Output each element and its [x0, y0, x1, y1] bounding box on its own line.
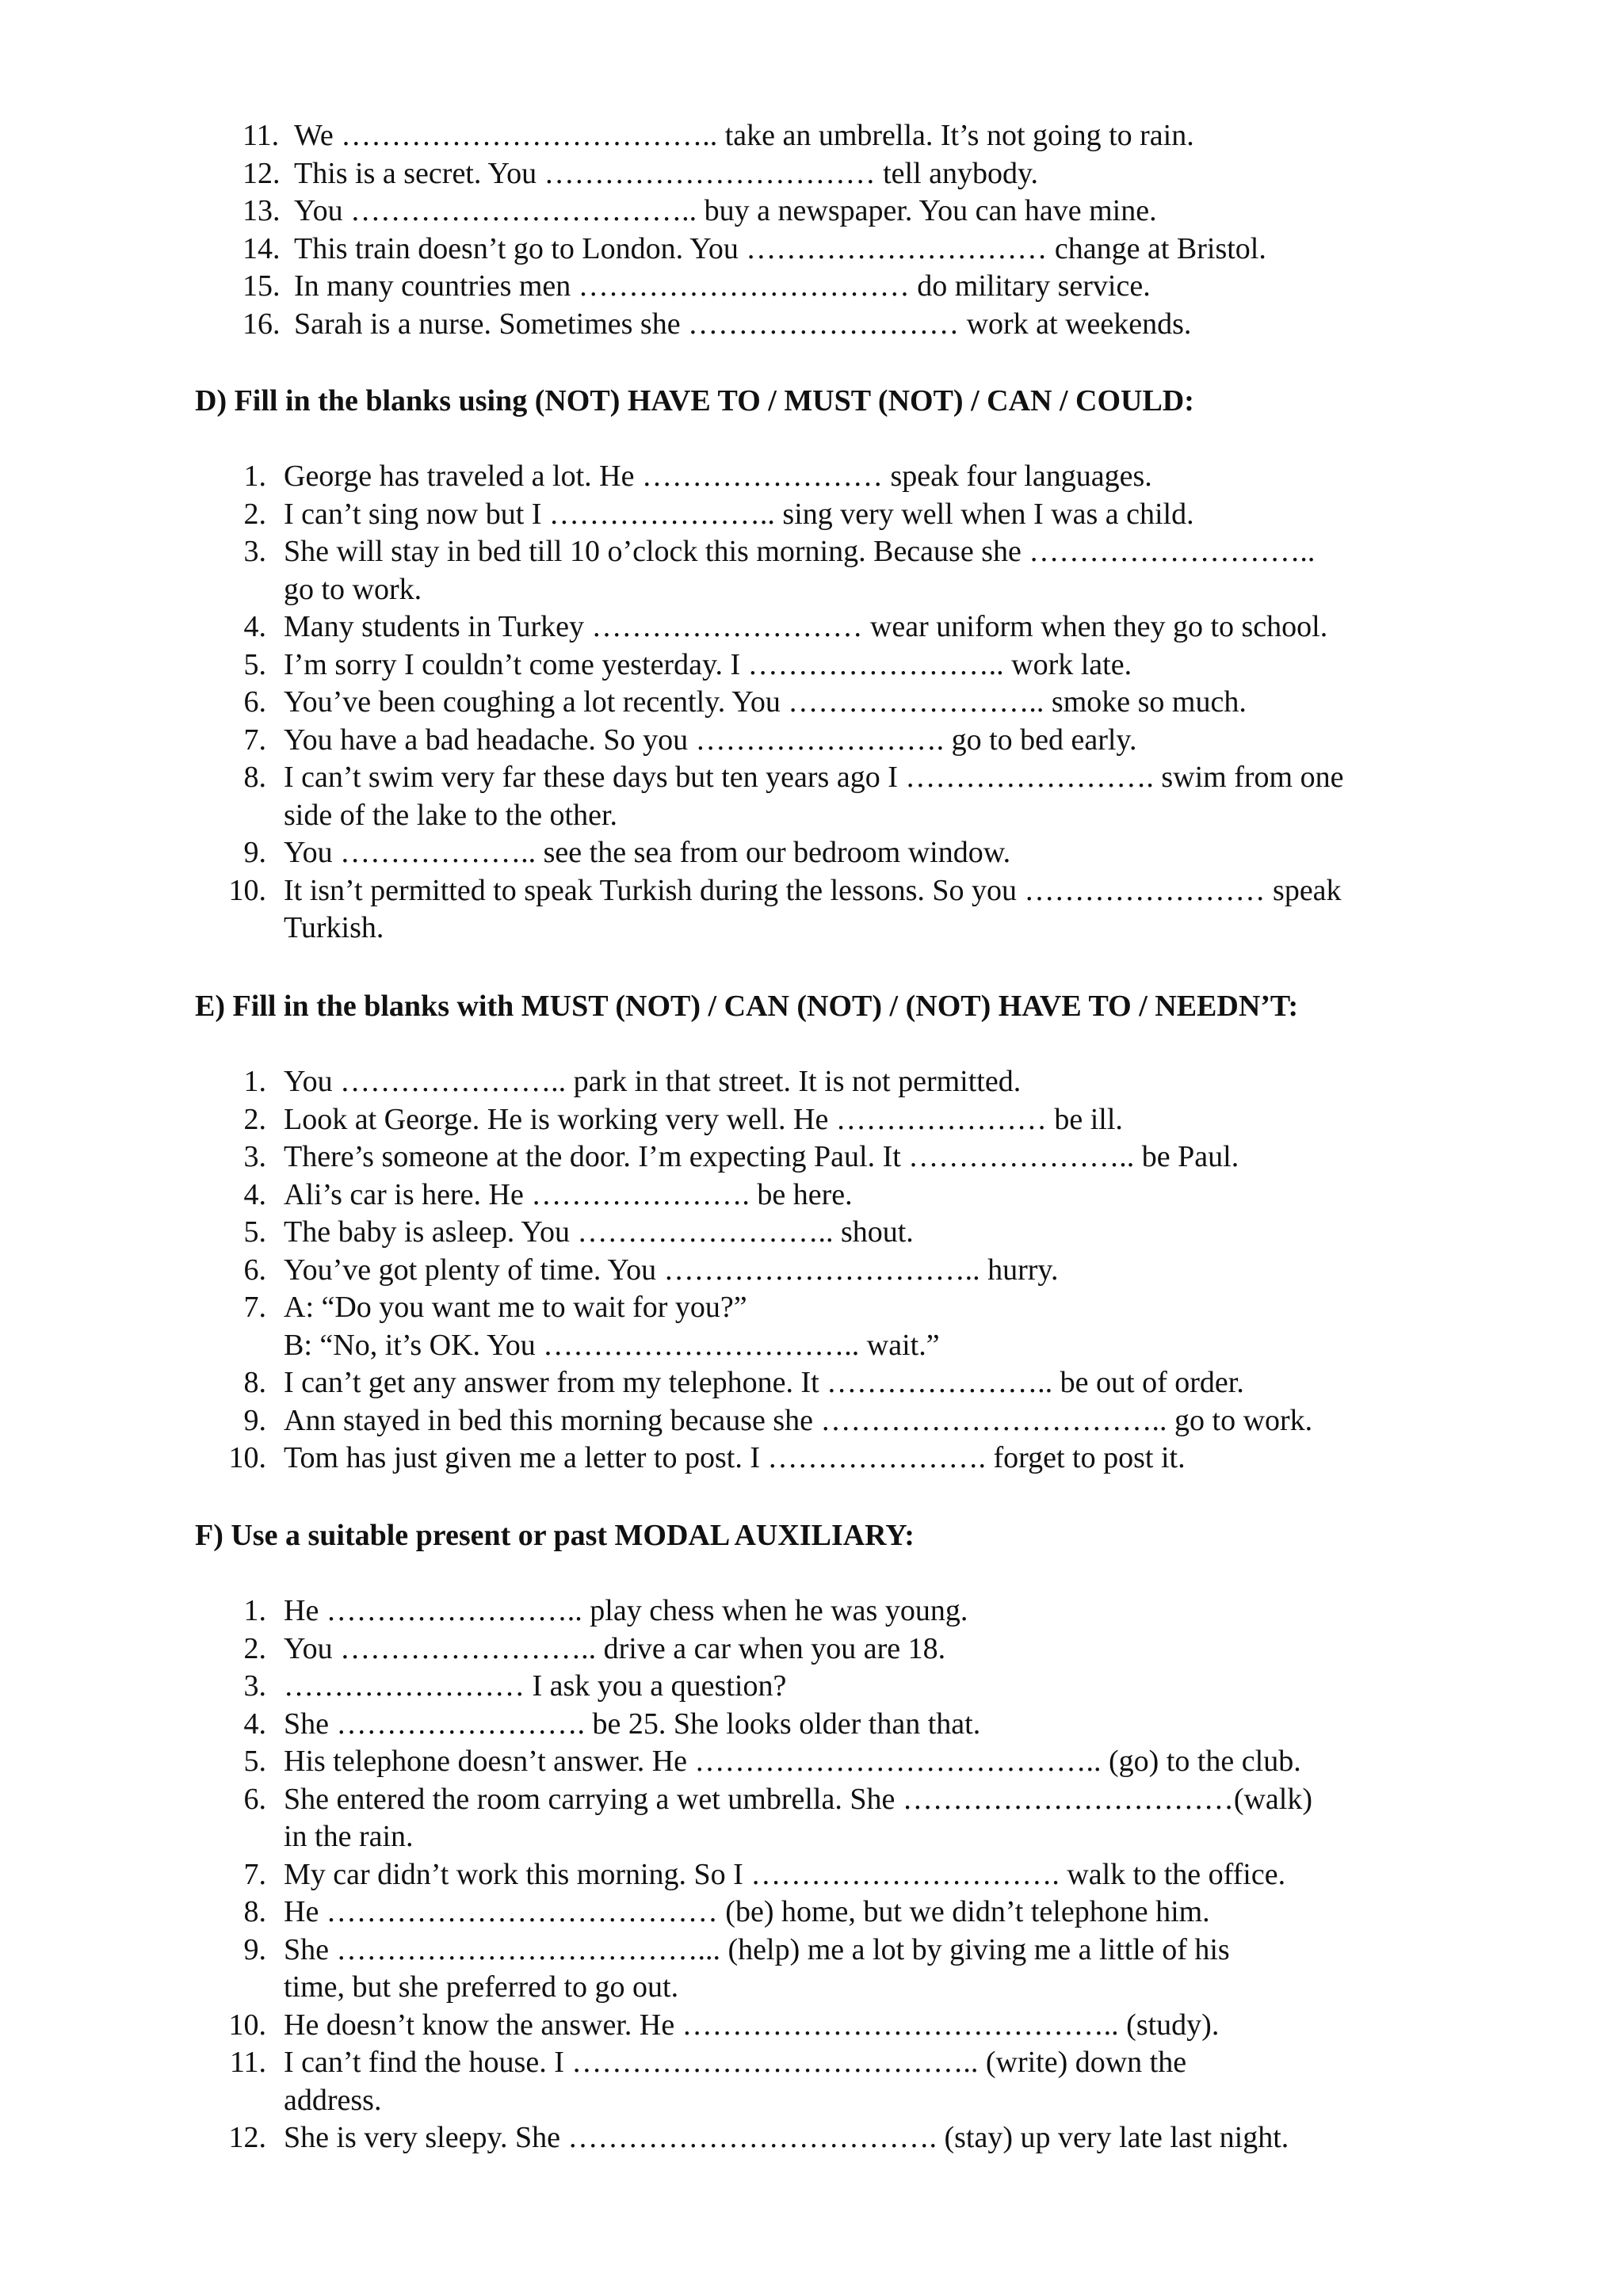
item-number: 3.: [243, 535, 266, 568]
item-number: 9.: [243, 1403, 266, 1437]
item-text: [284, 2119, 1488, 2157]
item-text: [284, 722, 1488, 760]
item-number: 9.: [243, 836, 266, 869]
item-text: [294, 193, 1499, 231]
item-number: 2.: [243, 1631, 266, 1665]
item-line: She will stay in bed till 10 o’clock this morning. Because she ………………………..: [284, 535, 1316, 568]
item-number: 6.: [243, 1253, 266, 1287]
item-number: 5.: [243, 647, 266, 681]
item-number: 15.: [242, 269, 281, 303]
item-text: [284, 759, 1488, 834]
item-line: Many students in Turkey ……………………… wear uniform when they go to school.: [284, 610, 1328, 643]
item-text: [284, 533, 1488, 608]
item-line: You’ve been coughing a lot recently. You …………………….. smoke so much.: [284, 685, 1247, 719]
item-text: [284, 1706, 1488, 1744]
item-number: 2.: [243, 1102, 266, 1136]
item-number: 4.: [243, 1177, 266, 1211]
item-text: [294, 268, 1499, 306]
item-line: It isn’t permitted to speak Turkish during the lessons. So you …………………… speak: [284, 873, 1342, 907]
item-line: go to work.: [284, 572, 422, 606]
item-number: 8.: [243, 761, 266, 794]
item-number: 7.: [243, 1857, 266, 1891]
item-number: 12.: [242, 156, 281, 190]
item-line: Ann stayed in bed this morning because she …………………………….. go to work.: [284, 1403, 1313, 1437]
item-text: [294, 155, 1499, 193]
item-number: 3.: [243, 1140, 266, 1173]
item-text: [284, 458, 1488, 496]
item-line: You ………………….. park in that street. It is not permitted.: [284, 1065, 1022, 1098]
item-line: Ali’s car is here. He …………………. be here.: [284, 1177, 853, 1211]
item-number: 3.: [243, 1669, 266, 1703]
item-text: [284, 1932, 1488, 2007]
item-text: [284, 1668, 1488, 1706]
item-number: 11.: [242, 119, 280, 152]
item-number: 9.: [243, 1932, 266, 1966]
item-text: [284, 608, 1488, 646]
item-line: This train doesn’t go to London. You ………………………… change at Bristol.: [294, 231, 1266, 265]
item-line: Tom has just given me a letter to post. I …………………. forget to post it.: [284, 1441, 1186, 1474]
item-text: [284, 1894, 1488, 1932]
item-text: [284, 1101, 1488, 1139]
item-line: He ………………………………… (be) home, but we didn’t telephone him.: [284, 1895, 1210, 1928]
item-text: [284, 1402, 1488, 1440]
item-line: time, but she preferred to go out.: [284, 1970, 679, 2004]
item-text: [284, 1440, 1488, 1478]
item-number: 4.: [243, 610, 266, 643]
item-text: [284, 1781, 1488, 1856]
item-line: address.: [284, 2083, 382, 2117]
item-line: I can’t swim very far these days but ten years ago I ……………………. swim from one: [284, 761, 1344, 794]
item-text: [284, 684, 1488, 722]
item-line: Sarah is a nurse. Sometimes she ……………………… work at weekends.: [294, 307, 1192, 341]
item-line: The baby is asleep. You …………………….. shout.: [284, 1215, 914, 1249]
item-text: [294, 117, 1499, 155]
item-number: 6.: [243, 685, 266, 719]
item-number: 10.: [228, 1441, 266, 1474]
item-text: [284, 834, 1488, 872]
item-number: 10.: [228, 2008, 266, 2042]
item-text: [284, 1063, 1488, 1101]
item-text: [284, 1856, 1488, 1894]
item-number: 1.: [243, 1065, 266, 1098]
item-number: 8.: [243, 1366, 266, 1399]
item-text: [284, 1592, 1488, 1630]
item-text: [284, 1630, 1488, 1669]
item-line: …………………… I ask you a question?: [284, 1669, 787, 1703]
item-text: [284, 1138, 1488, 1177]
item-number: 11.: [229, 2046, 266, 2079]
item-text: [284, 1289, 1488, 1364]
item-line: I can’t sing now but I ………………….. sing very well when I was a child.: [284, 497, 1194, 531]
item-number: 1.: [243, 460, 266, 493]
item-number: 5.: [243, 1745, 266, 1778]
item-number: 12.: [228, 2121, 266, 2154]
item-line: She is very sleepy. She ………………………………. (stay) up very late last night.: [284, 2121, 1289, 2154]
item-line: You’ve got plenty of time. You ………………………….. hurry.: [284, 1253, 1059, 1287]
item-line: His telephone doesn’t answer. He ………………………………….. (go) to the club.: [284, 1745, 1301, 1778]
item-number: 1.: [243, 1594, 266, 1627]
item-text: [284, 2044, 1488, 2119]
item-line: She entered the room carrying a wet umbrella. She ……………………………(walk): [284, 1782, 1313, 1816]
section-e-heading: E) Fill in the blanks with MUST (NOT) / CAN (NOT) / (NOT) HAVE TO / NEEDN’T:: [195, 990, 1299, 1023]
item-number: 7.: [243, 723, 266, 757]
item-line: B: “No, it’s OK. You ………………………….. wait.”: [284, 1328, 940, 1362]
item-line: She ………………………………... (help) me a lot by giving me a little of his: [284, 1932, 1230, 1966]
item-line: I can’t get any answer from my telephone. It ………………….. be out of order.: [284, 1366, 1244, 1399]
item-line: side of the lake to the other.: [284, 798, 618, 832]
item-text: [294, 231, 1499, 269]
item-line: Turkish.: [284, 911, 384, 944]
item-line: He …………………….. play chess when he was young.: [284, 1594, 968, 1627]
item-text: [284, 2007, 1488, 2045]
item-line: A: “Do you want me to wait for you?”: [284, 1291, 747, 1324]
item-number: 10.: [228, 873, 266, 907]
item-line: I’m sorry I couldn’t come yesterday. I …………………….. work late.: [284, 647, 1132, 681]
item-text: [284, 872, 1488, 948]
item-text: [284, 1177, 1488, 1215]
item-number: 5.: [243, 1215, 266, 1249]
item-line: You ……………….. see the sea from our bedroom window.: [284, 836, 1011, 869]
item-line: He doesn’t know the answer. He …………………………………….. (study).: [284, 2008, 1220, 2042]
item-number: 7.: [243, 1291, 266, 1324]
item-text: [294, 306, 1499, 344]
item-line: in the rain.: [284, 1820, 414, 1853]
item-text: [284, 1252, 1488, 1290]
item-line: You …………………………….. buy a newspaper. You can have mine.: [294, 194, 1157, 227]
section-d-heading: D) Fill in the blanks using (NOT) HAVE TO / MUST (NOT) / CAN / COULD:: [195, 384, 1194, 418]
item-number: 4.: [243, 1707, 266, 1741]
item-line: In many countries men …………………………… do military service.: [294, 269, 1151, 303]
item-number: 16.: [242, 307, 281, 341]
item-line: There’s someone at the door. I’m expecting Paul. It ………………….. be Paul.: [284, 1140, 1239, 1173]
item-text: [284, 646, 1488, 685]
item-text: [284, 496, 1488, 534]
item-line: We ……………………………….. take an umbrella. It’s not going to rain.: [294, 119, 1194, 152]
item-line: This is a secret. You …………………………… tell anybody.: [294, 156, 1039, 190]
item-text: [284, 1364, 1488, 1402]
item-line: My car didn’t work this morning. So I …………………………. walk to the office.: [284, 1857, 1286, 1891]
item-number: 6.: [243, 1782, 266, 1816]
item-number: 13.: [242, 194, 281, 227]
item-line: You have a bad headache. So you ……………………. go to bed early.: [284, 723, 1137, 757]
item-number: 2.: [243, 497, 266, 531]
item-text: [284, 1214, 1488, 1252]
item-line: You …………………….. drive a car when you are 18.: [284, 1631, 946, 1665]
item-line: George has traveled a lot. He …………………… speak four languages.: [284, 460, 1152, 493]
item-number: 8.: [243, 1895, 266, 1928]
item-line: She ……………………. be 25. She looks older than that.: [284, 1707, 981, 1741]
item-line: I can’t find the house. I ………………………………….. (write) down the: [284, 2046, 1187, 2079]
item-number: 14.: [242, 231, 281, 265]
section-f-heading: F) Use a suitable present or past MODAL AUXILIARY:: [195, 1519, 915, 1552]
item-line: Look at George. He is working very well. He ………………… be ill.: [284, 1102, 1123, 1136]
item-text: [284, 1743, 1488, 1781]
